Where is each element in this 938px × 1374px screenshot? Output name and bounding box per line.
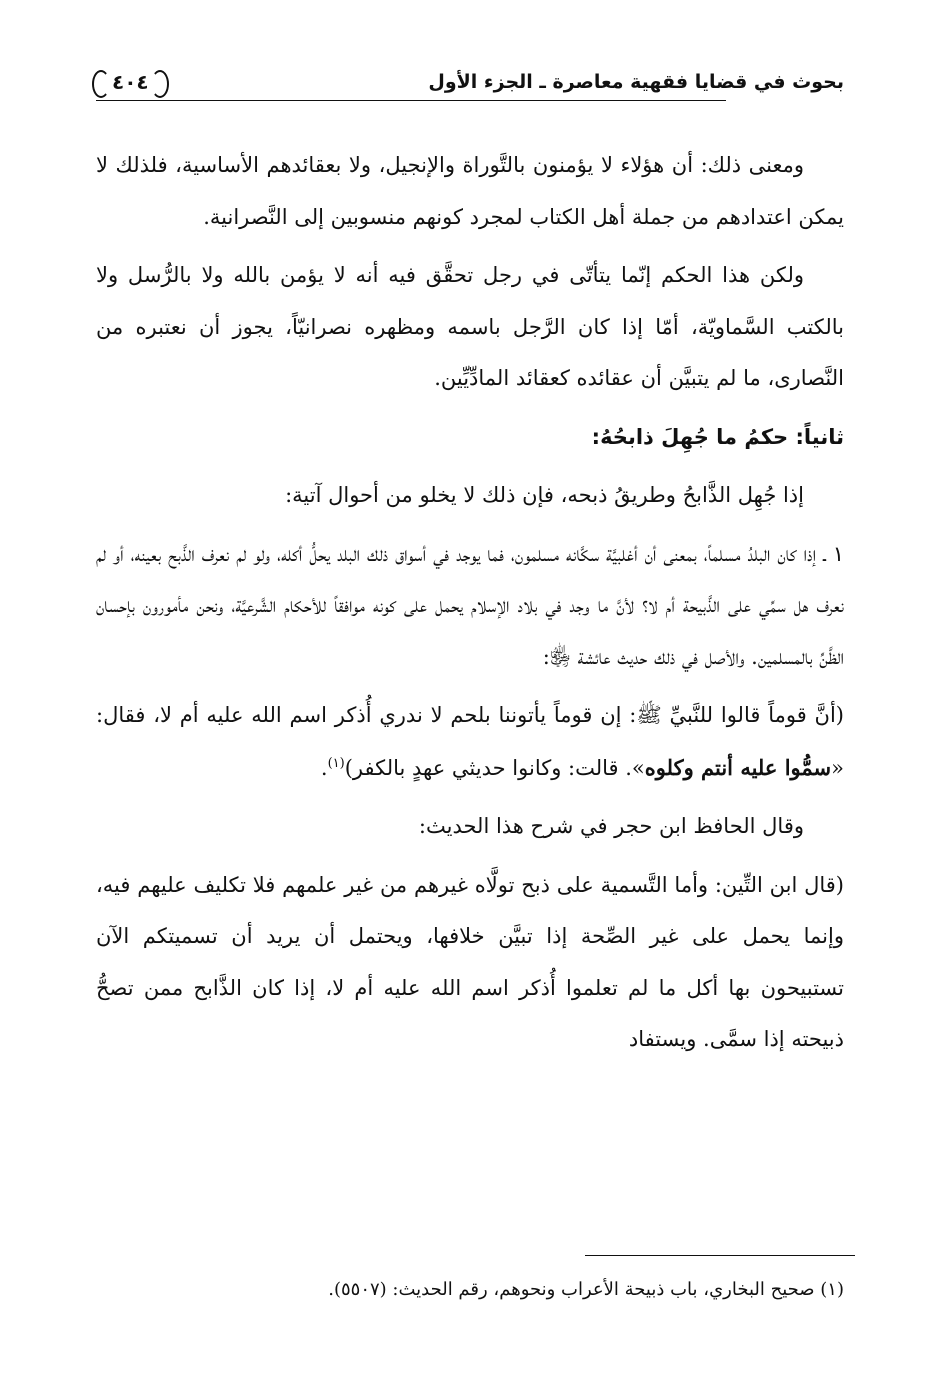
paragraph-1: ومعنى ذلك: أن هؤلاء لا يؤمنون بالتَّوراة والإنجيل، ولا بعقائدهم الأساسية، فلذلك لا يمكن اعتدادهم من جملة أهل الكتاب لمجرد كونهم منسوبين إلى النَّصرانية.: [96, 153, 844, 229]
paragraph-3: إذا جُهِل الذَّابحُ وطريقُ ذبحه، فإن ذلك لا يخلو من أحوال آتية:: [285, 483, 804, 507]
paragraph-2: ولكن هذا الحكم إنّما يتأتّى في رجل تحقَّق فيه أنه لا يؤمن بالله ولا بالرُّسل ولا بالكتب السَّماويّة، أمّا إذا كان الرَّجل باسمه ومظهره نصرانيّاً، يجوز أن نعتبره من النَّصارى، ما لم يتبيَّن أن عقائده كعقائد المادِّيِّين.: [96, 263, 844, 390]
paragraph-6: وقال الحافظ ابن حجر في شرح هذا الحديث:: [418, 814, 804, 838]
paragraph-4: ١ ـ إذا كان البلدُ مسلماً، بمعنى أن أغلبيَّة سكَّانه مسلمون، فما يوجد في أسواق ذلك البلد يحلُّ أكله، ولو لم نعرف الذَّبح بعينه، أو لم نعرف هل سمِّي على الذَّبيحة أم لا؟ لأنَّ ما وجد في بلاد الإسلام يحمل على كونه موافقاً للأحكام الشَّرعيَّة، ونحن مأمورون بإحسان الظَّنِّ بالمسلمين. والأصل في ذلك حديث عائشة ﵂:: [96, 541, 844, 669]
header-rule: [96, 100, 726, 101]
section-heading: ثانياً: حكمُ ما جُهِلَ ذابحُهُ:: [591, 424, 844, 449]
footnote-rule: [585, 1255, 855, 1256]
paragraph-5: [96, 690, 844, 794]
hadith-end: .: [320, 755, 328, 780]
hadith-text-a: (أنَّ قوماً قالوا للنَّبيِّ ﷺ: إن قوماً يأتوننا بلحم لا ندري أُذكر اسم الله عليه أم لا، فقال: «: [96, 703, 844, 780]
body-text: [96, 140, 844, 1073]
page-header: [96, 62, 844, 102]
paragraph-7: (قال ابن التِّين: وأما التَّسمية على ذبح تولَّاه غيرهم من غير علمهم فلا تكليف عليهم فيه، وإنما يحمل على غير الصِّحة إذا تبيَّن خلافها، ويحتمل أن يريد أن تسميتكم الآن تستبيحون بها أكل ما لم تعلموا أُذكر اسم الله عليه أم لا، إذا كان الذَّابح ممن تصحُّ ذبيحته إذا سمَّى. ويستفاد: [96, 872, 844, 1051]
footnote-reference[interactable]: (١): [327, 755, 345, 771]
hadith-text-b: ». قالت: وكانوا حديثي عهدٍ بالكفر): [344, 755, 645, 780]
footnote: (١) صحيح البخاري، باب ذبيحة الأعراب ونحوهم، رقم الحديث: (٥٥٠٧).: [328, 1279, 844, 1300]
page-number: ٤٠٤: [96, 68, 165, 96]
running-title: بحوث في قضايا فقهية معاصرة ـ الجزء الأول: [428, 71, 844, 93]
hadith-bold-quote: سمُّوا عليه أنتم وكلوه: [644, 754, 832, 780]
